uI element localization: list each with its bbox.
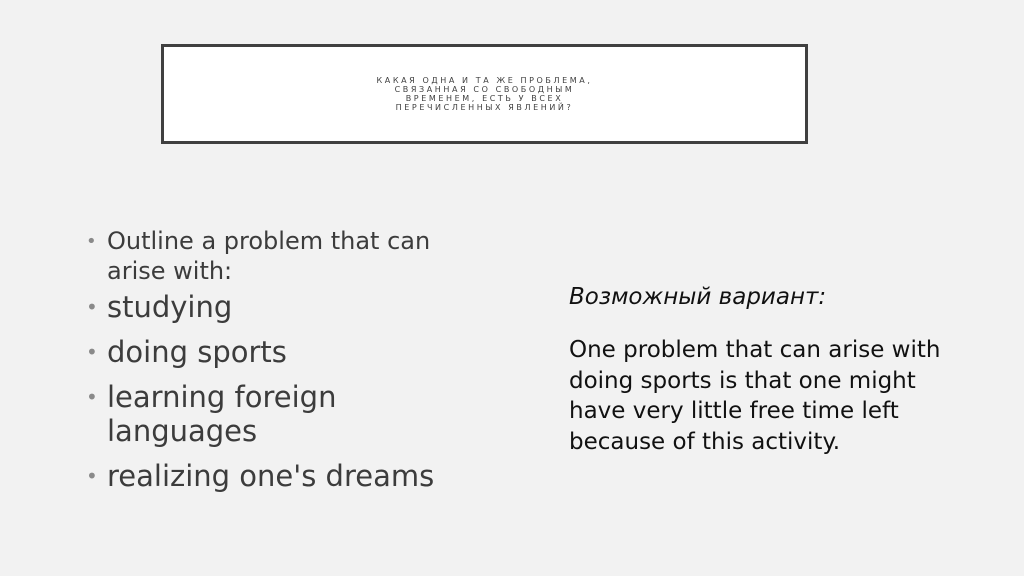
slide-title: КАКАЯ ОДНА И ТА ЖЕ ПРОБЛЕМА, СВЯЗАННАЯ СО СВОБОДНЫМ ВРЕМЕНЕМ, ЕСТЬ У ВСЕХ ПЕРЕЧИСЛЕННЫХ ЯВЛЕНИЙ? xyxy=(376,76,593,112)
bullet-item xyxy=(86,226,486,286)
bullet-dot-icon: • xyxy=(86,340,98,364)
bullet-text: Outline a problem that can arise with: xyxy=(107,227,431,285)
bullet-dot-icon: • xyxy=(86,464,98,488)
bullet-dot-icon: • xyxy=(86,385,98,409)
bullet-dot-icon: • xyxy=(86,231,97,252)
answer-text: One problem that can arise with doing sports is that one might have very little free time left because of this activity. xyxy=(569,337,941,455)
bullet-text: doing sports xyxy=(107,335,287,369)
bullet-text: realizing one's dreams xyxy=(107,459,435,493)
bullet-item xyxy=(86,335,486,369)
title-box xyxy=(161,44,808,144)
bullet-text: learning foreign languages xyxy=(107,380,337,448)
variant-label: Возможный вариант: xyxy=(569,284,827,310)
bullet-list xyxy=(86,226,486,504)
bullet-item xyxy=(86,380,486,448)
bullet-item xyxy=(86,459,486,493)
bullet-text: studying xyxy=(107,290,233,324)
answer-block xyxy=(569,282,949,457)
bullet-item xyxy=(86,290,486,324)
bullet-dot-icon: • xyxy=(86,295,98,319)
